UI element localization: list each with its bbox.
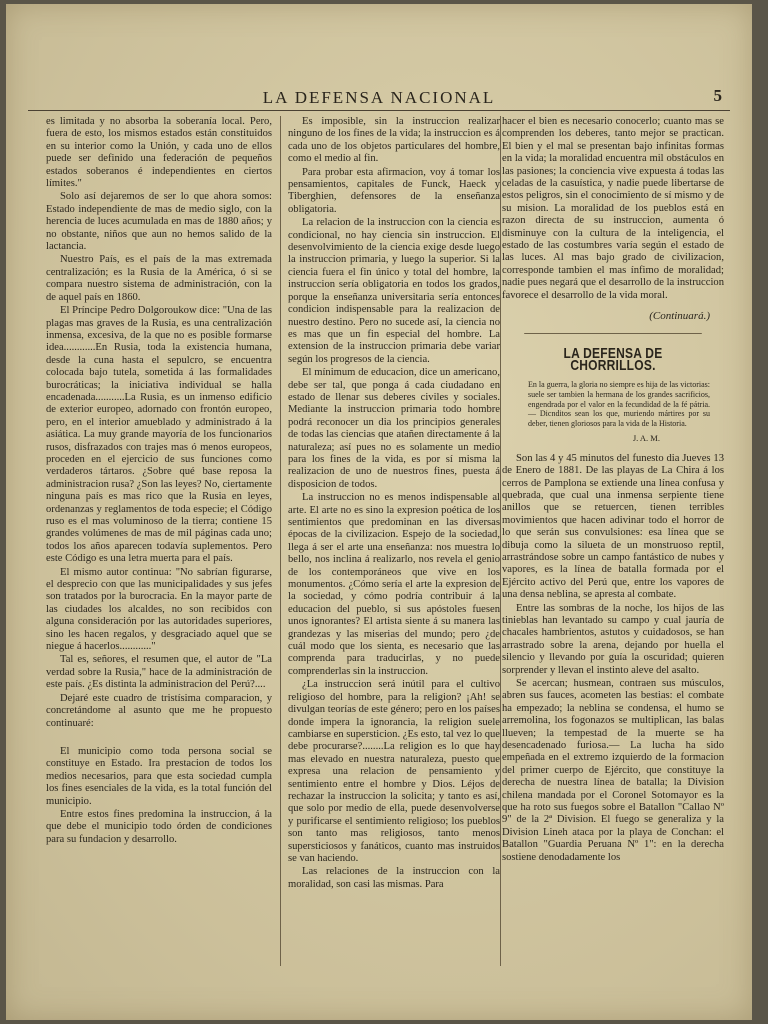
page-number: 5 <box>713 86 722 105</box>
paragraph: ¿La instruccion será inútil para el cultivo religioso del hombre, para la religion? ¡Ah! se divulgan teorías de este género; pero en los países donde impera la ignorancia, la religion suele cambiarse en supersticion. ¿Es esto, tal vez lo que debe procurarse?........La religion es lo que hay mas elevado en nuestra naturaleza, puesto que expresa una relacion de pensamiento y sentimiento entre el hombre y Dios. Léjos de rechazar la instruccion la solicita; y tanto es así, que solo por medio de ella, puede desenvolverse y purificarse el sentimiento religioso; los pueblos son tanto mas religiosos, tanto menos supersticiosos y fanáticos, cuanto mas instruidos se van haciendo. <box>288 679 500 864</box>
paragraph: Tal es, señores, el resumen que, el autor de "La verdad sobre la Rusia," hace de la administración de este país. ¿Es distinta la administracion del Perú?.... <box>46 654 272 691</box>
masthead: LA DEFENSA NACIONAL <box>262 88 496 107</box>
paragraph: Son las 4 y 45 minutos del funesto dia Jueves 13 de Enero de 1881. De las playas de La Chira á los cerros de Pamplona se extiende una línea confusa y quebrada, que cual una inmensa serpiente tiene anillos que se retuercen, tienen terribles movimientos que hacen adivinar todo el horror de lo que serán sus convulsiones: esa línea que se dibuja como la silueta de un monstruoso reptil, arrastrándose sobre un campo fantástico de nubes y vapores, es la línea de batalla formada por el Ejército activo del Perú que, entre los vapores de una densa neblina, se apresta al combate. <box>502 452 724 601</box>
paragraph: Las relaciones de la instruccion con la moralidad, son casi las mismas. Para <box>288 866 500 890</box>
continued-note: (Continuará.) <box>649 310 710 323</box>
paragraph: Entre las sombras de la noche, los hijos de las tinieblas han levantado su campo y cual jauría de chacales hambrientos, astutos y cuidadosos, se han arrastrado sobre la arena, dejando por huella el silencio y llevando por guía la oscuridad; quieren sorprender y llevan el instinto aleve del asalto. <box>502 602 724 676</box>
column-middle <box>288 116 500 966</box>
epigraph: En la guerra, la gloria no siempre es hija de las victorias: suele ser tambien la hermana de los grandes sacrificios, engendrada por el valor en la fecundidad de la fé pátria.— Dicnditos sean los que, muriendo mártires por su deber, tienen gloriosos para la vida de la Historia. <box>528 380 710 428</box>
paragraph: Entre estos fines predomina la instruccion, á la que debe el municipio todo órden de condiciones para su fundacion y desarrollo. <box>46 808 272 845</box>
paragraph: El municipio como toda persona social se constituye en Estado. Ira prestacion de todos los medios necesarios, para que esta sociedad cumpla los fines esenciales de la vida, es la total función del municipio. <box>46 745 272 807</box>
paragraph: El Príncipe Pedro Dolgoroukow dice: "Una de las plagas mas graves de la Rusia, es una centralización inmensa, excesiva, de la que no es posible formarse idea............En Rusia, toda la existencia humana, desde la cuna hasta el sepulcro, se encuentra colocada bajo tutela, sometida á las formalidades burocráticas; la iniciativa individual se halla encadenada...........La Rusia, es un inmenso edificio de exterior europeo, adornado con frontón europeo, pero, en el interior amueblado y administrado á la asiática. La muy grande mayoría de los funcionarios rusos, disfrazados con trajes mas ó menos europeos, proceden en el ejercicio de sus funciones como verdaderos tártaros. ¿Sobre qué base reposa la administracion rusa? ¿Son las leyes? No, ciertamente ninguna país es mas rico que la Rusia en leyes, ordenanzas y reglamentos de toda especie; el Código ruso es el mas voluminoso de la tierra; contiene 15 grandes volúmenes de mas de mil páginas cada uno; todos los años aparecen todavía suplementos. Pero este Código es una letra muerta para el país. <box>46 305 272 565</box>
paragraph: es limitada y no absorba la soberanía local. Pero, fuera de esto, los mismos estados están constituidos en su interior como la Unión, y cada uno de ellos puede ser definido una federación de pequeños estados soberanos é independientes en ciertos límites." <box>46 116 272 190</box>
column-left <box>46 116 272 966</box>
paragraph: La instruccion no es menos indispensable al arte. El arte no es sino la expresion poética de los sentimientos que predominan en las diversas épocas de la civilizacion. Espejo de la sociedad, llega á ser el arte una enseñanza: nos muestra lo bello, nos inclina á realizarlo, nos revela el genio de los contemporáneos que vive en los monumentos. ¿Cómo sería el arte la expresion de la sociedad, y cómo podría contribuir á la educacion del pueblo, si sus apóstoles fuesen unos ignorantes? El artista siente á su manera las grandezas y las miserias del mundo; pero ¿de cuál modo que los sienta, es necesario que las comprenda para traducirlas, y no puede comprenderlas sin la instruccion. <box>288 492 500 677</box>
column-divider <box>500 116 501 966</box>
paragraph: Solo así dejaremos de ser lo que ahora somos: Estado independiente de mas de medio siglo, con la herencia de luces acumulada en mas de 1880 años; y no obstante, niños que aun no hemos salido de la lactancia. <box>46 191 272 253</box>
newspaper-page <box>6 4 752 1020</box>
paragraph: El mínimum de educacion, dice un americano, debe ser tal, que ponga á cada ciudadano en estado de llenar sus deberes civiles y sociales. Mediante la instruccion primaria todo hombre podrá reconocer un dia los principios generales de todas las ciencias que atañen directamente á la naturaleza; así pues no es solamente un medio para los fines de la vida, es por sí misma la realizacion de uno de nuestros fines, puesta á disposicion de todos. <box>288 367 500 490</box>
page-header <box>28 88 730 111</box>
paragraph: Es imposible, sin la instruccion realizar ninguno de los fines de la vida; la instruccion es á cada uno de los objetos particulares del hombre, como el medio al fin. <box>288 116 500 165</box>
paragraph: Dejaré este cuadro de tristísima comparacion, y concretándome al asunto que me he propuesto continuaré: <box>46 692 272 729</box>
paragraph: El mismo autor continua: "No sabrían figurarse, el desprecio con que las municipalidades y sus jefes son tratados por la burocracia. En la mayor parte de las ciudades los alcaldes, no son recibidos con alguna consideración por las autoridades superiores, sino les hacen regalos, y desgraciado aquel que se niegue á hacerlos............" <box>46 566 272 653</box>
section-title: LA DEFENSA DE CHORRILLOS. <box>524 333 702 373</box>
paragraph: Se acercan; husmean, contraen sus músculos, abren sus fauces, acometen las bestias: el combate ha empezado; la neblina se condensa, el humo se arremolina, los fogonazos se multiplican, las balas llueven; la tempestad de la muerte se ha desencadenado furiosa.— La lucha ha sido empeñada en el extremo izquierdo de la formacion del primer cuerpo de Ejército, que constituye la derecha de nuestra línea de batalla; la Division chilena mandada por el Coronel Sotomayor es la que ha roto sus fuegos sobre el Batallon "Callao Nº 9" de la 2ª Division. El fuego se generaliza y la Division Lineh ataca por la playa de Conchan: el Batallon "Guardia Peruana Nº 1": en la derecha sostiene denodadamente los <box>502 678 724 863</box>
epigraph-signature: J. A. M. <box>632 433 660 444</box>
paragraph: hacer el bien es necesario conocerlo; cuanto mas se comprenden los deberes, tanto mejor se practican. El bien y el mal se presentan bajo infinitas formas en la vida; la moralidad encuentra mil obstáculos en las pasiones; la conciencia vive expuesta á todas las celadas de la casuística, y nadie puede libertarse de estos peligros, sin el conocimiento de sí mismo y de su mision. La moralidad de los pueblos está en razon directa de su instruccion, aumenta ó disminuye con la cultura de la inteligencia, el estado de las costumbres varía según el estado de las luces. Al mas bajo grado de civilizacion, corresponde tambien el mas ínfimo de moralidad; nadie pues negará que el desarrollo de la instruccion favorece el desarrollo de la vida moral. <box>502 116 724 301</box>
paragraph: La relacion de la instruccion con la ciencia es condicional, no hay ciencia sin instruccion. El desenvolvimiento de la ciencia exige desde luego la instruccion primaria, y luego la superior. Si la ciencia fuera el fin único y total del hombre, la instruccion sería obligatoria en todos los grados, porque la enseñanza universitaria sería entonces condicion indispensable para la realizacion de nuestro destino. Pero no sucede así, la ciencia no es mas que un fin especial del hombre. La extension de la instruccion primaria debe variar según los progresos de la ciencia. <box>288 217 500 365</box>
paragraph: Nuestro País, es el país de la mas extremada centralización; es la Rusia de la América, ó si se compara nuestro sistema de administración, con la de aquel país en 1860. <box>46 254 272 303</box>
column-right <box>502 116 724 966</box>
paragraph: Para probar esta afirmacion, voy á tomar los pensamientos, capitales de Funck, Haeck y Tiberghien, defensores de la enseñanza obligatoria. <box>288 166 500 215</box>
column-divider <box>280 116 281 966</box>
